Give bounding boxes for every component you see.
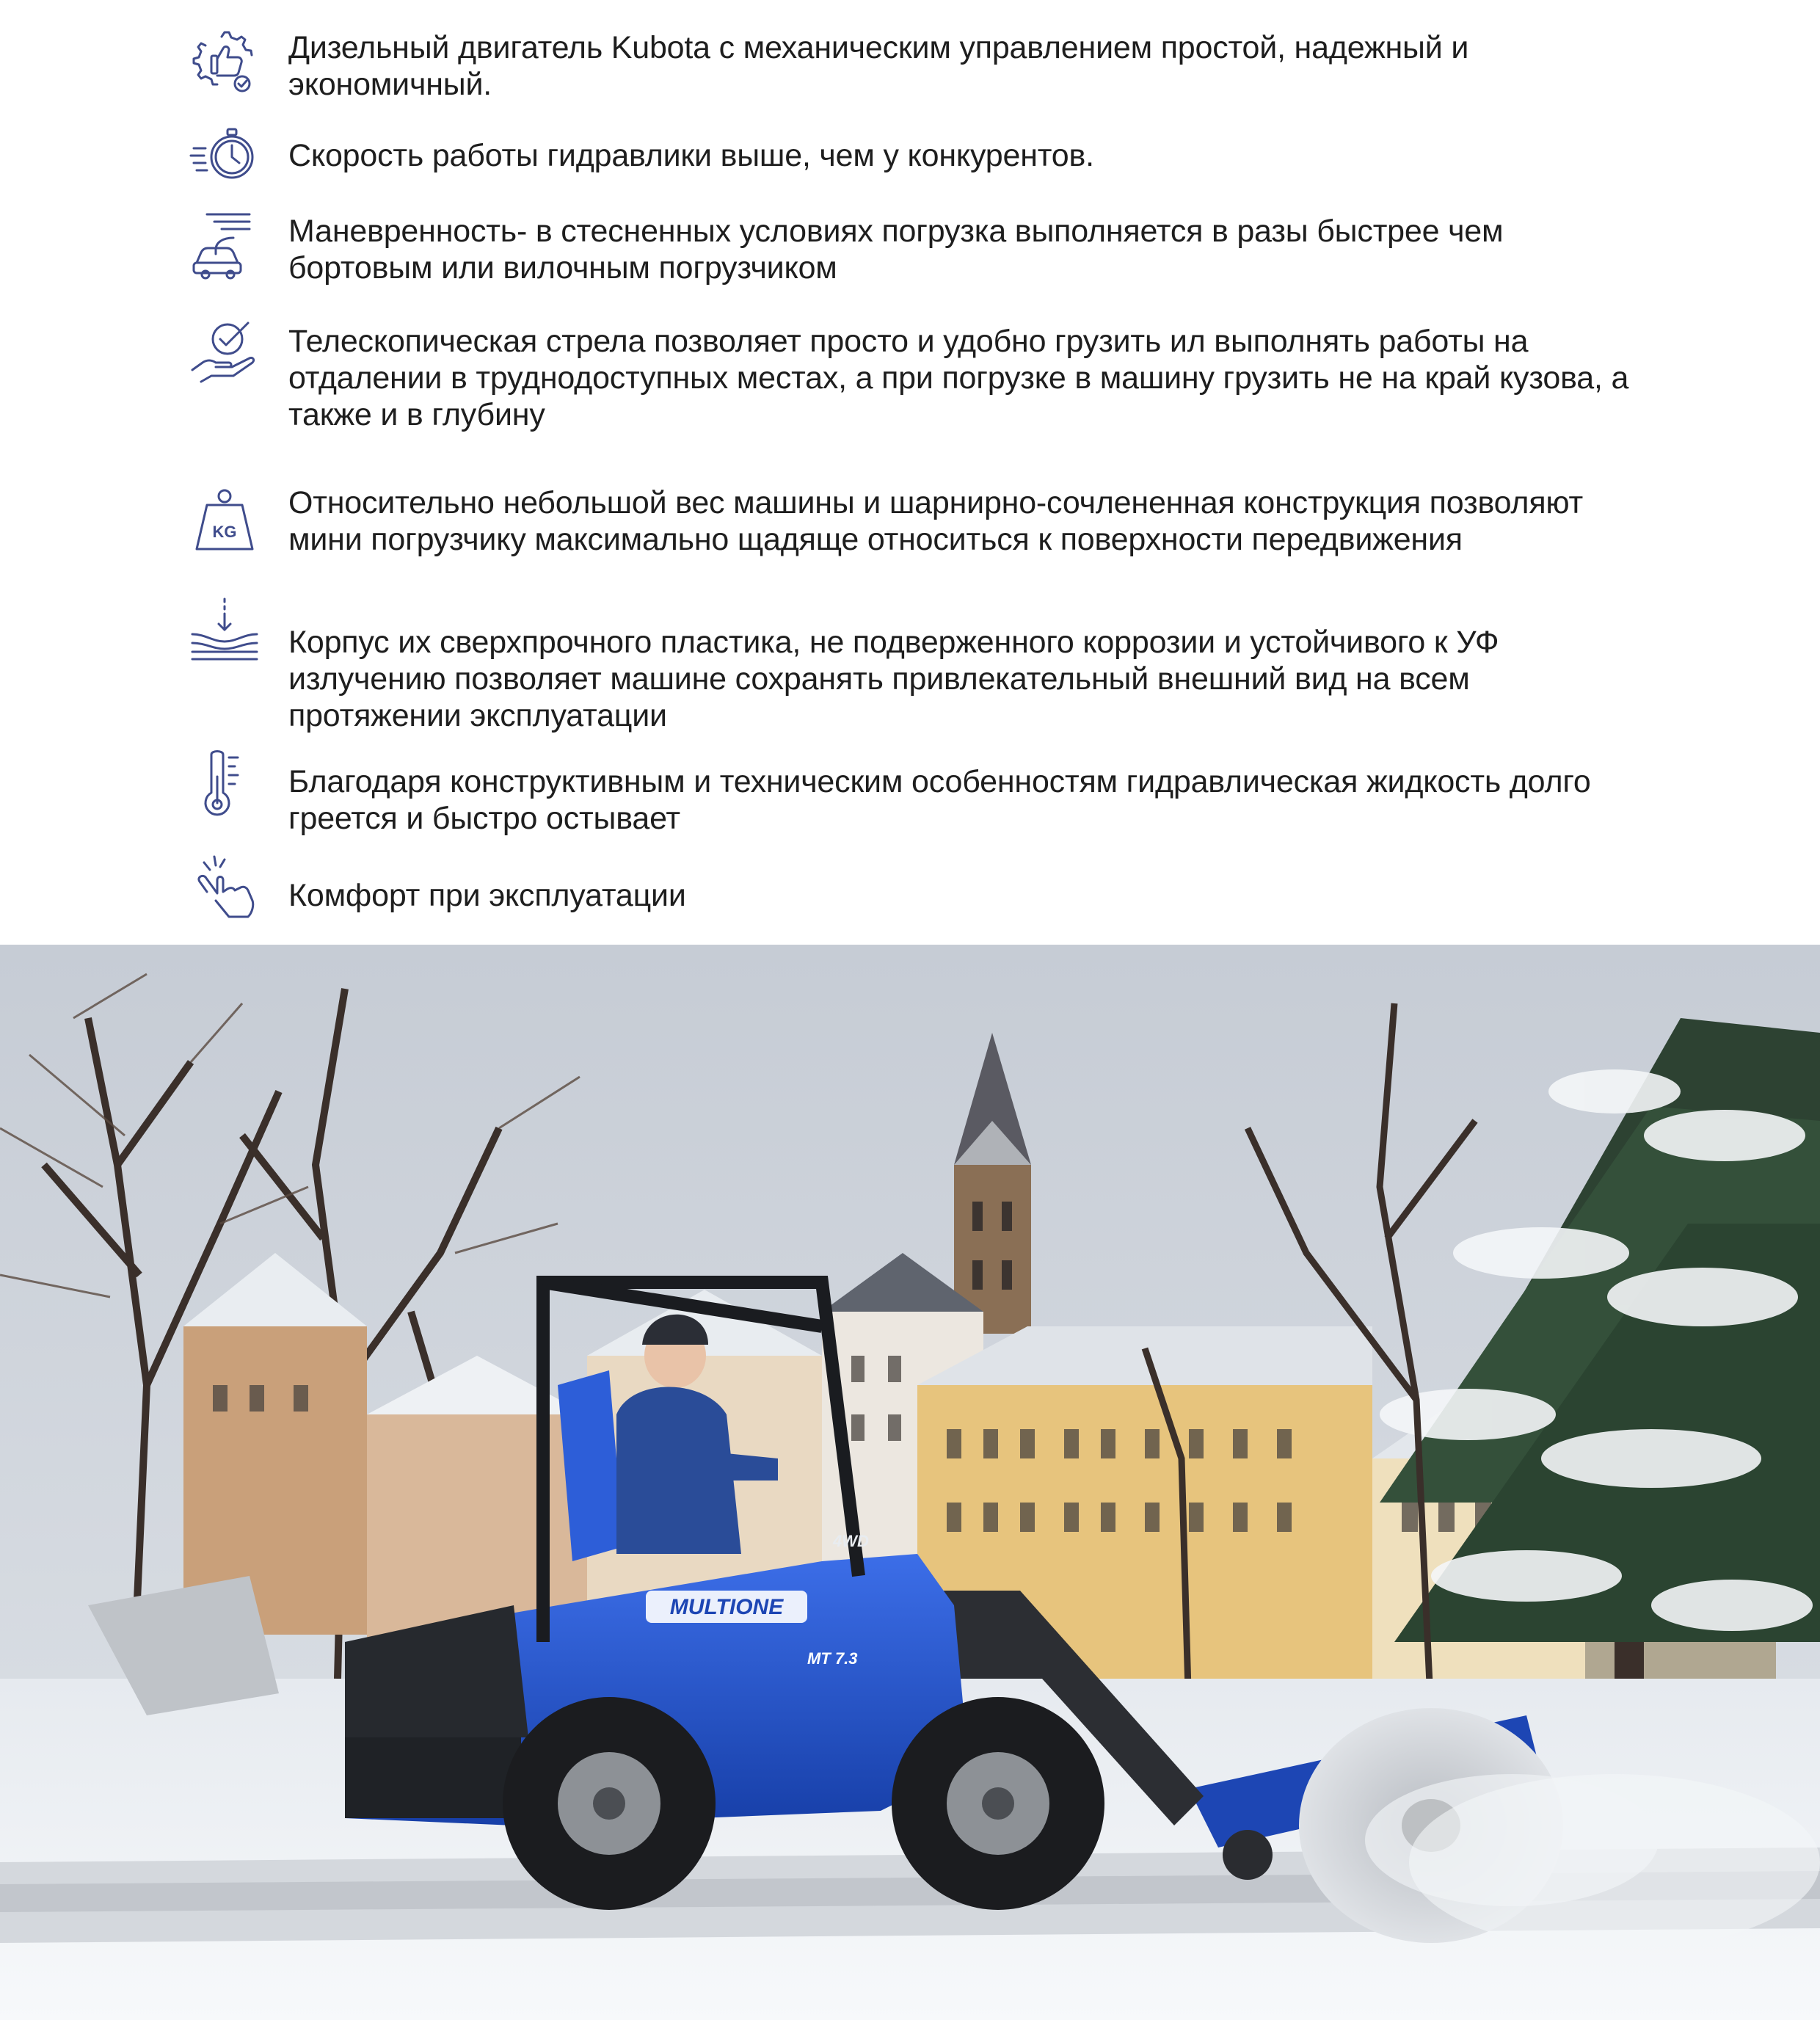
feature-text: Комфорт при эксплуатации bbox=[288, 878, 686, 913]
hero-photo bbox=[0, 945, 1820, 2020]
touch-hand-icon bbox=[189, 852, 260, 923]
durable-layers-icon bbox=[189, 596, 260, 666]
weight-kg-icon bbox=[189, 484, 260, 555]
svg-text:KG: KG bbox=[212, 523, 237, 541]
gear-thumbs-up-icon bbox=[189, 29, 260, 100]
machine-model-label: MT 7.3 bbox=[807, 1649, 858, 1668]
feature-text: Дизельный двигатель Kubota с механическим управлением простой, надежный и экономичный. bbox=[288, 30, 1469, 102]
feature-text: Благодаря конструктивным и техническим особенностям гидравлическая жидкость долго греется и быстро остывает bbox=[288, 764, 1591, 836]
feature-text: Маневренность- в стесненных условиях погрузка выполняется в разы быстрее чем бортовым или вилочным погрузчиком bbox=[288, 214, 1504, 286]
feature-text: Скорость работы гидравлики выше, чем у конкурентов. bbox=[288, 138, 1094, 173]
feature-text: Корпус их сверхпрочного пластика, не подверженного коррозии и устойчивого к УФ излучению позволяет машине сохранять привлекательный внешний вид на всем протяжении эксплуатации bbox=[288, 625, 1499, 733]
feature-text: Относительно небольшой вес машины и шарнирно-сочлененная конструкция позволяют мини погрузчику максимально щадяще относиться к поверхности передвижения bbox=[288, 485, 1584, 557]
features-list bbox=[0, 0, 1820, 943]
front-wheel bbox=[892, 1697, 1104, 1910]
moving-car-icon bbox=[189, 210, 260, 280]
thermometer-icon bbox=[189, 747, 260, 818]
machine-badge-label: 4WD bbox=[833, 1532, 869, 1550]
hand-checkmark-icon bbox=[189, 317, 260, 388]
stopwatch-speed-icon bbox=[189, 119, 260, 189]
machine-brand-label: MULTIONE bbox=[669, 1595, 784, 1619]
rear-wheel bbox=[503, 1697, 716, 1910]
feature-text: Телескопическая стрела позволяет просто и удобно грузить ил выполнять работы на отдалении в труднодоступных местах, а при погрузке в машину грузить не на край кузова, а также и в глубину bbox=[288, 324, 1629, 432]
